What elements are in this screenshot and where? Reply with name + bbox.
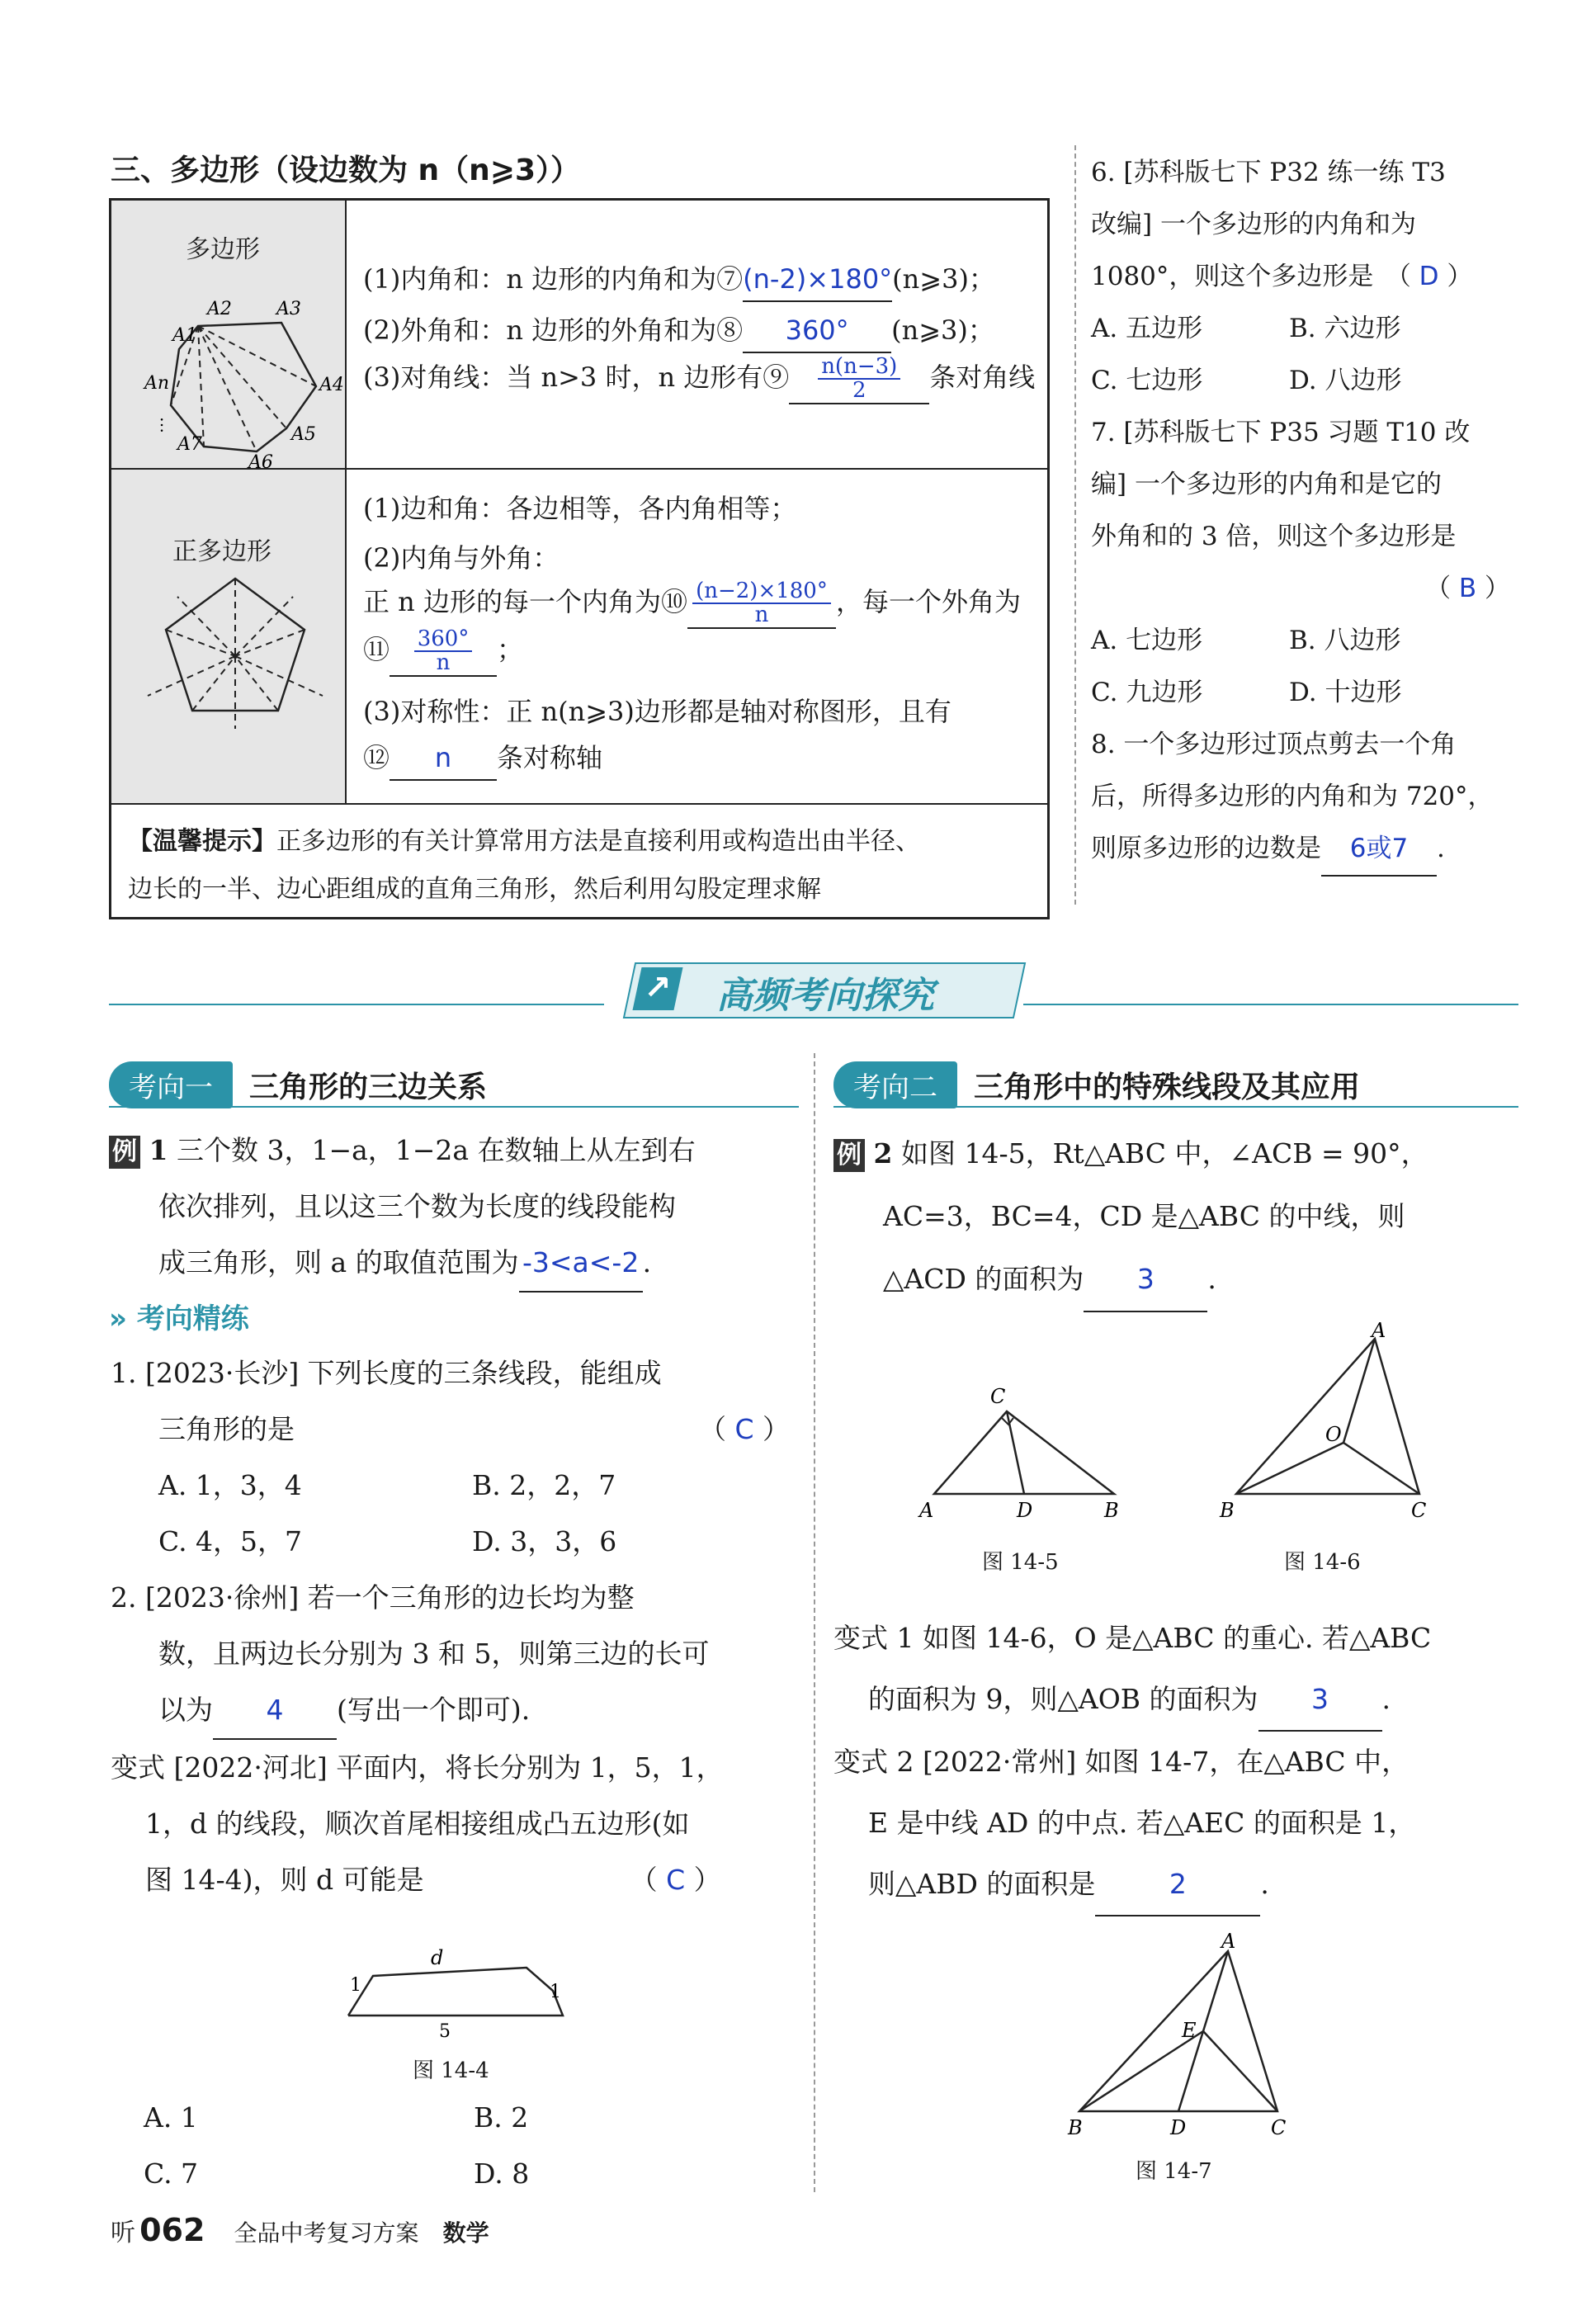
fig144-caption: 图 14-4 xyxy=(413,2058,489,2083)
row2-label: 正多边形 xyxy=(172,537,272,566)
fig146-caption: 图 14-6 xyxy=(1284,1550,1361,1575)
p2-answer: 4 xyxy=(213,1682,337,1740)
page-number: 062 xyxy=(139,2212,205,2248)
variant-line3: 图 14-4)，则 d 可能是 （ C ） xyxy=(145,1864,721,1896)
p1-line2: 三角形的是 （ C ） xyxy=(158,1413,790,1445)
v1-line1: 变式 1 如图 14-6，O 是△ABC 的重心. 若△ABC xyxy=(833,1622,1432,1654)
q7-answer-line: （ B ） xyxy=(1425,574,1510,603)
example1-answer: -3<a<-2 xyxy=(519,1235,643,1293)
q6-options-2: C. 七边形 D. 八边形 xyxy=(1091,366,1402,395)
answer-10: $\frac{(n-2)\times 180^\circ}{n}$ xyxy=(692,580,831,627)
fig146-o: O xyxy=(1325,1423,1342,1446)
v1-line2: 的面积为 9，则△AOB 的面积为 3 . xyxy=(833,1669,1431,1732)
direction2-header xyxy=(833,1061,1360,1108)
q8-answer: 6或7 xyxy=(1321,823,1437,877)
book-title: 全品中考复习方案 xyxy=(234,2219,419,2247)
fig146-b: B xyxy=(1220,1499,1235,1522)
figure-14-6 xyxy=(1213,1321,1452,1527)
double-chevron-icon: » xyxy=(109,1302,127,1335)
answer-9: $\frac{n(n-3)}{2}$ xyxy=(818,356,900,403)
v2-line2: E 是中线 AD 的中点. 若△AEC 的面积是 1， xyxy=(868,1807,1416,1839)
fig146-a: A xyxy=(1372,1319,1386,1342)
direction2-variants xyxy=(833,1608,1431,1916)
fig145-d: D xyxy=(1017,1499,1033,1522)
p2-line2: 数，且两边长分别为 3 和 5，则第三边的长可 xyxy=(158,1638,710,1670)
direction2-title: 三角形中的特殊线段及其应用 xyxy=(974,1070,1361,1104)
example2-label: 例 xyxy=(833,1139,865,1172)
label-a7: A7 xyxy=(177,434,202,455)
right-column-questions xyxy=(1091,147,1510,877)
answer-11: $\frac{360^\circ}{n}$ xyxy=(414,628,473,675)
polygon-table xyxy=(109,198,1050,919)
footer xyxy=(111,2212,489,2248)
polygon-figure xyxy=(128,267,344,473)
symmetry-line: (3)对称性：正 n(n⩾3)边形都是轴对称图形，且有 xyxy=(363,696,951,727)
figure-14-5 xyxy=(916,1378,1131,1527)
fig144-d: d xyxy=(431,1946,444,1969)
p1-line1: 1. [2023·长沙] 下列长度的三条线段，能组成 xyxy=(111,1357,662,1389)
fig146-c: C xyxy=(1411,1499,1427,1522)
direction2-tag: 考向二 xyxy=(833,1061,957,1108)
q6-line2: 改编] 一个多边形的内角和为 xyxy=(1091,210,1416,239)
regular-sides-angles-line: (1)边和角：各边相等，各内角相等； xyxy=(363,493,797,524)
direction1-tag: 考向一 xyxy=(109,1061,233,1108)
fig147-e: E xyxy=(1182,2019,1197,2042)
warm-tip: 【温馨提示】正多边形的有关计算常用方法是直接利用或构造出由半径、 边长的一半、边心距组成的直角三角形，然后利用勾股定理求解 xyxy=(128,827,920,904)
v1-answer: 3 xyxy=(1258,1669,1382,1732)
row1-label: 多边形 xyxy=(186,235,260,264)
q7-options-2: C. 九边形 D. 十边形 xyxy=(1091,678,1402,707)
example2: 例 2 如图 14-5，Rt△ABC 中，∠ACB = 90°， AC=3，BC=4，CD 是△ABC 的中线，则 △ACD 的面积为 3 . xyxy=(833,1122,1428,1312)
answer-8: 360° xyxy=(743,310,891,353)
v2-answer: 2 xyxy=(1095,1854,1260,1916)
label-ellipsis: … xyxy=(157,417,177,433)
direction1-title: 三角形的三边关系 xyxy=(249,1070,488,1104)
regular-angle-title-line: (2)内角与外角： xyxy=(363,542,560,574)
q8-line3: 则原多边形的边数是 6或7 . xyxy=(1091,823,1510,877)
tip-label: 【温馨提示】 xyxy=(128,827,276,856)
fig147-caption: 图 14-7 xyxy=(1136,2159,1212,2184)
fig145-c: C xyxy=(990,1385,1006,1408)
p1-options: A. 1，3，4 B. 2，2，7 xyxy=(158,1469,616,1501)
exterior-interior-sum-line: (1)内角和：n 边形的内角和为⑦(n-2)×180°(n⩾3)； xyxy=(363,258,995,302)
label-a5: A5 xyxy=(291,424,316,445)
example2-answer: 3 xyxy=(1084,1248,1207,1312)
label-a2: A2 xyxy=(207,299,232,319)
label-a4: A4 xyxy=(319,375,344,395)
regular-pentagon-figure xyxy=(144,564,326,737)
fig147-a: A xyxy=(1221,1930,1236,1953)
variant-line1: 变式 [2022·河北] 平面内，将长分别为 1，5，1， xyxy=(111,1751,724,1784)
label-an: An xyxy=(144,373,170,394)
fig147-d: D xyxy=(1170,2116,1187,2139)
practice-heading: » 考向精练 xyxy=(109,1302,249,1335)
q7-line2: 编] 一个多边形的内角和是它的 xyxy=(1091,470,1442,499)
label-a1: A1 xyxy=(172,325,197,346)
arrow-icon: ↗ xyxy=(644,969,672,1007)
section-title: 三、多边形（设边数为 n（n⩾3）） xyxy=(111,154,581,187)
fig147-b: B xyxy=(1068,2116,1083,2139)
figure-14-7 xyxy=(1065,1926,1304,2141)
q6-options: A. 五边形 B. 六边形 xyxy=(1091,314,1401,343)
q7-options: A. 七边形 B. 八边形 xyxy=(1091,626,1401,655)
symmetry-axis-line: ⑫ n 条对称轴 xyxy=(363,737,602,781)
fig145-a: A xyxy=(919,1499,934,1522)
direction1-questions xyxy=(111,1345,790,1908)
fig147-c: C xyxy=(1271,2116,1287,2139)
q6-line1: 6. [苏科版七下 P32 练一练 T3 xyxy=(1091,158,1446,187)
figure-14-4 xyxy=(330,1940,578,2042)
p1-answer: C xyxy=(734,1413,754,1445)
label-a6: A6 xyxy=(248,452,273,473)
p1-options-2: C. 4，5，7 D. 3，3，6 xyxy=(158,1525,617,1557)
banner-title: 高频考向探究 xyxy=(716,975,934,1017)
q8-line2: 后，所得多边形的内角和为 720°， xyxy=(1091,782,1494,811)
footer-prefix: 听 xyxy=(111,2219,135,2247)
fig144-right-1: 1 xyxy=(550,1982,561,2002)
variant-answer: C xyxy=(666,1864,686,1896)
subject: 数学 xyxy=(442,2219,489,2247)
regular-interior-angle-line: 正 n 边形的每一个内角为⑩ $\frac{(n-2)\times 180^\circ}{n}$ ，每一个外角为 xyxy=(363,579,1021,628)
variant-line2: 1，d 的线段，顺次首尾相接组成凸五边形(如 xyxy=(145,1808,690,1840)
direction1-header xyxy=(109,1061,487,1108)
fig144-left-1: 1 xyxy=(350,1975,361,1996)
variant-options: A. 1 B. 2 C. 7 D. 8 xyxy=(144,2101,530,2190)
example1: 例 1 三个数 3，1−a，1−2a 在数轴上从左到右 依次排列，且以这三个数为长度的线段能构 成三角形，则 a 的取值范围为 -3<a<-2 . xyxy=(109,1122,696,1293)
exterior-sum-line: (2)外角和：n 边形的外角和为⑧ 360° (n⩾3)； xyxy=(363,310,994,353)
q6-answer: D xyxy=(1419,262,1439,291)
q7-answer: B xyxy=(1458,574,1477,603)
answer-7: (n-2)×180° xyxy=(743,258,892,302)
answer-12: n xyxy=(390,737,497,781)
fig145-caption: 图 14-5 xyxy=(982,1550,1059,1575)
example-label: 例 xyxy=(109,1136,140,1169)
label-a3: A3 xyxy=(276,299,301,319)
q8-line1: 8. 一个多边形过顶点剪去一个角 xyxy=(1091,730,1457,759)
fig145-b: B xyxy=(1104,1499,1119,1522)
v2-line3: 则△ABD 的面积是 2 . xyxy=(833,1854,1431,1916)
fig144-5: 5 xyxy=(439,2021,451,2042)
v2-line1: 变式 2 [2022·常州] 如图 14-7，在△ABC 中， xyxy=(833,1746,1409,1778)
diagonal-line: (3)对角线：当 n>3 时，n 边形有⑨ $\frac{n(n-3)}{2}$ 条对角线 xyxy=(363,354,1036,404)
p2-line1: 2. [2023·徐州] 若一个三角形的边长均为整 xyxy=(111,1581,635,1614)
q7-line3: 外角和的 3 倍，则这个多边形是 xyxy=(1091,522,1457,551)
p2-line3: 以为 4 (写出一个即可). xyxy=(111,1682,790,1740)
regular-exterior-angle-line: ⑪ $\frac{360^\circ}{n}$ ； xyxy=(363,626,524,676)
q6-line3: 1080°，则这个多边形是 （ D ） xyxy=(1091,262,1473,291)
q7-line1: 7. [苏科版七下 P35 习题 T10 改 xyxy=(1091,418,1471,447)
